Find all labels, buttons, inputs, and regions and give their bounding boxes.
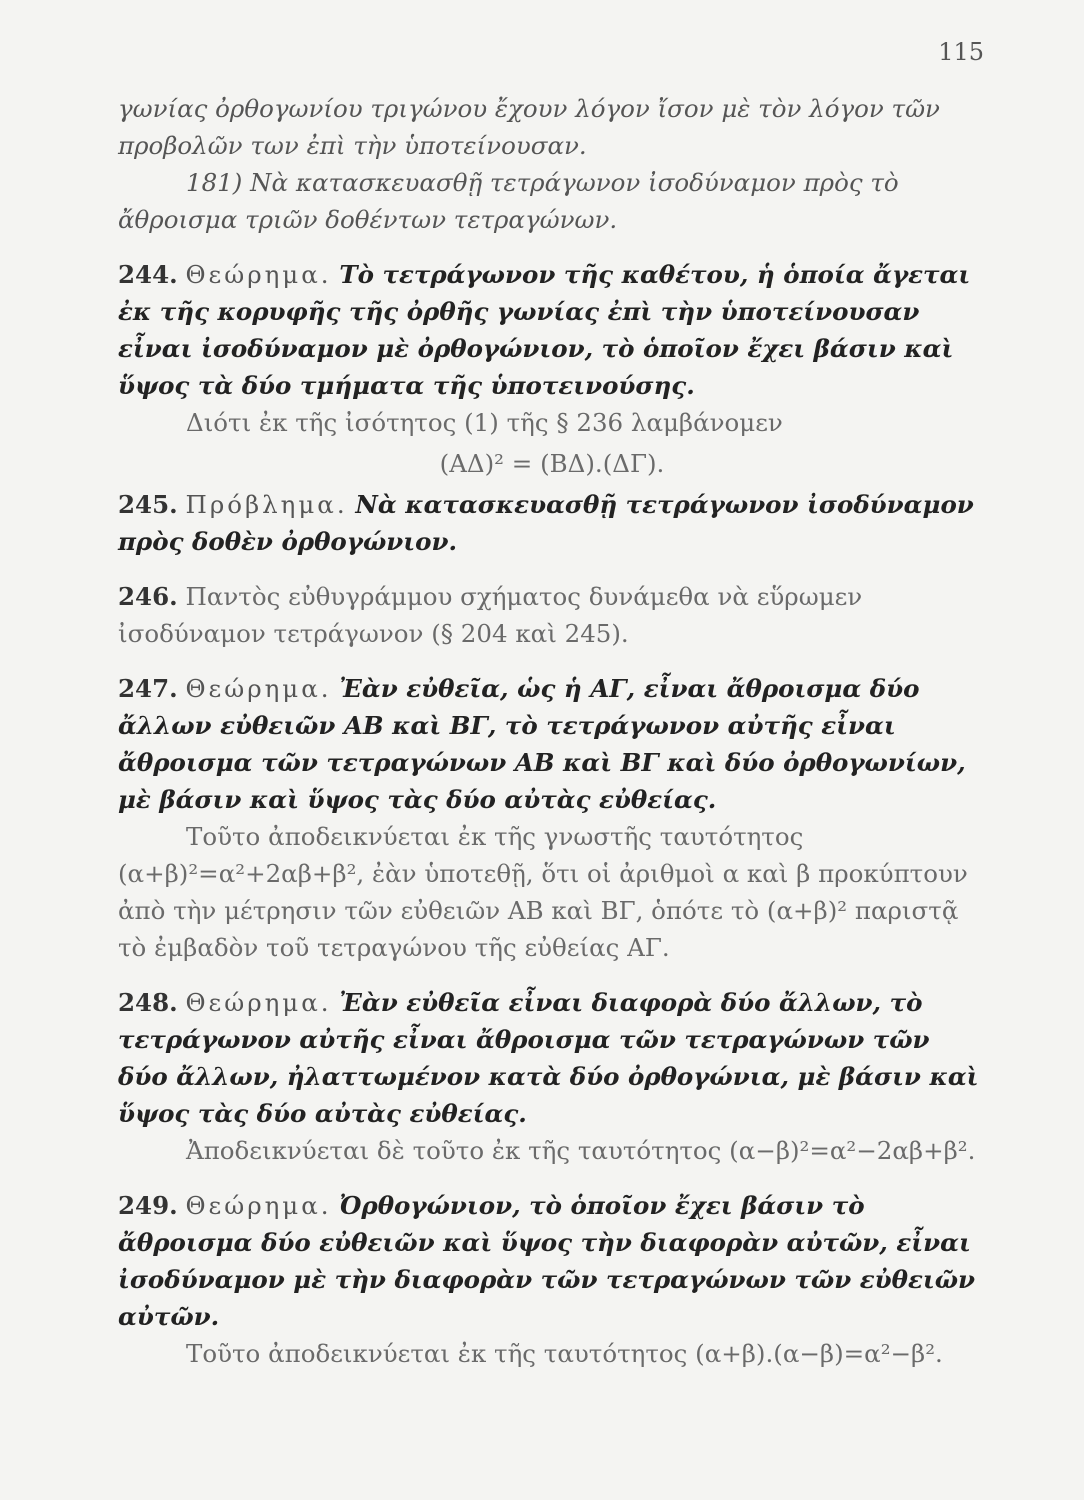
section-number: 244. — [118, 260, 178, 289]
page-body — [118, 90, 986, 1372]
section-249 — [118, 1187, 986, 1335]
section-number: 248. — [118, 988, 178, 1017]
section-number: 249. — [118, 1191, 178, 1220]
theorem-statement: Ἐὰν εὐθεῖα, ὡς ἡ ΑΓ, εἶναι ἄθροισμα δύο ἄλλων εὐθειῶν ΑΒ καὶ ΒΓ, τὸ τετράγωνον αὐτῆς εἶναι ἄθροισμα τῶν τετραγώνων ΑΒ καὶ ΒΓ καὶ δύο ὀρθογωνίων, μὲ βάσιν καὶ ὕψος τὰς δύο αὐτὰς εὐθείας. — [118, 674, 966, 814]
section-heading: Θεώρημα. — [185, 674, 332, 703]
section-heading: Θεώρημα. — [185, 260, 332, 289]
proof-text: Τοῦτο ἀποδεικνύεται ἐκ τῆς γνωστῆς ταυτότητος (α+β)²=α²+2αβ+β², ἐὰν ὑποτεθῇ, ὅτι οἱ ἀριθμοὶ α καὶ β προκύπτουν ἀπὸ τὴν μέτρησιν τῶν εὐθειῶν ΑΒ καὶ ΒΓ, ὁπότε τὸ (α+β)² παριστᾷ τὸ ἐμβαδὸν τοῦ τετραγώνου τῆς εὐθείας ΑΓ. — [118, 822, 968, 962]
theorem-statement: Τὸ τετράγωνον τῆς καθέτου, ἡ ὁποία ἄγεται ἐκ τῆς κορυφῆς τῆς ὀρθῆς γωνίας ἐπὶ τὴν ὑποτείνουσαν εἶναι ἰσοδύναμον μὲ ὀρθογώνιον, τὸ ὁποῖον ἔχει βάσιν καὶ ὕψος τὰ δύο τμήματα τῆς ὑποτεινούσης. — [118, 260, 971, 400]
exercise-181: 181) Νὰ κατασκευασθῇ τετράγωνον ἰσοδύναμον πρὸς τὸ ἄθροισμα τριῶν δοθέντων τετραγώνων. — [118, 168, 899, 234]
page-number: 115 — [938, 38, 984, 66]
section-246 — [118, 578, 986, 652]
section-245 — [118, 486, 986, 560]
section-heading: Θεώρημα. — [185, 1191, 332, 1220]
theorem-statement: Ἐὰν εὐθεῖα εἶναι διαφορὰ δύο ἄλλων, τὸ τετράγωνον αὐτῆς εἶναι ἄθροισμα τῶν τετραγώνων τῶν δύο ἄλλων, ἠλαττωμένον κατὰ δύο ὀρθογώνια, μὲ βάσιν καὶ ὕψος τὰς δύο αὐτὰς εὐθείας. — [118, 988, 979, 1128]
section-number: 246. — [118, 582, 178, 611]
section-text: Παντὸς εὐθυγράμμου σχήματος δυνάμεθα νὰ εὕρωμεν ἰσοδύναμον τετράγωνον (§ 204 καὶ 245). — [118, 582, 863, 648]
section-number: 245. — [118, 490, 178, 519]
section-heading: Θεώρημα. — [185, 988, 332, 1017]
proof-text: Τοῦτο ἀποδεικνύεται ἐκ τῆς ταυτότητος (α+β).(α−β)=α²−β². — [186, 1339, 943, 1368]
theorem-statement: Ὀρθογώνιον, τὸ ὁποῖον ἔχει βάσιν τὸ ἄθροισμα δύο εὐθειῶν καὶ ὕψος τὴν διαφορὰν αὐτῶν, εἶναι ἰσοδύναμον μὲ τὴν διαφορὰν τῶν τετραγώνων τῶν εὐθειῶν αὐτῶν. — [118, 1191, 976, 1331]
continuation-text: γωνίας ὀρθογωνίου τριγώνου ἔχουν λόγον ἴσον μὲ τὸν λόγον τῶν προβολῶν των ἐπὶ τὴν ὑποτείνουσαν. — [118, 94, 940, 160]
section-heading: Πρόβλημα. — [185, 490, 348, 519]
section-244 — [118, 256, 986, 404]
problem-statement: Νὰ κατασκευασθῇ τετράγωνον ἰσοδύναμον πρὸς δοθὲν ὀρθογώνιον. — [118, 490, 974, 556]
section-number: 247. — [118, 674, 178, 703]
section-247 — [118, 670, 986, 818]
proof-text: Διότι ἐκ τῆς ἰσότητος (1) τῆς § 236 λαμβάνομεν — [186, 408, 783, 437]
section-248 — [118, 984, 986, 1132]
proof-text: Ἀποδεικνύεται δὲ τοῦτο ἐκ τῆς ταυτότητος (α−β)²=α²−2αβ+β². — [186, 1136, 976, 1165]
formula: (ΑΔ)² = (ΒΔ).(ΔΓ). — [439, 449, 665, 478]
